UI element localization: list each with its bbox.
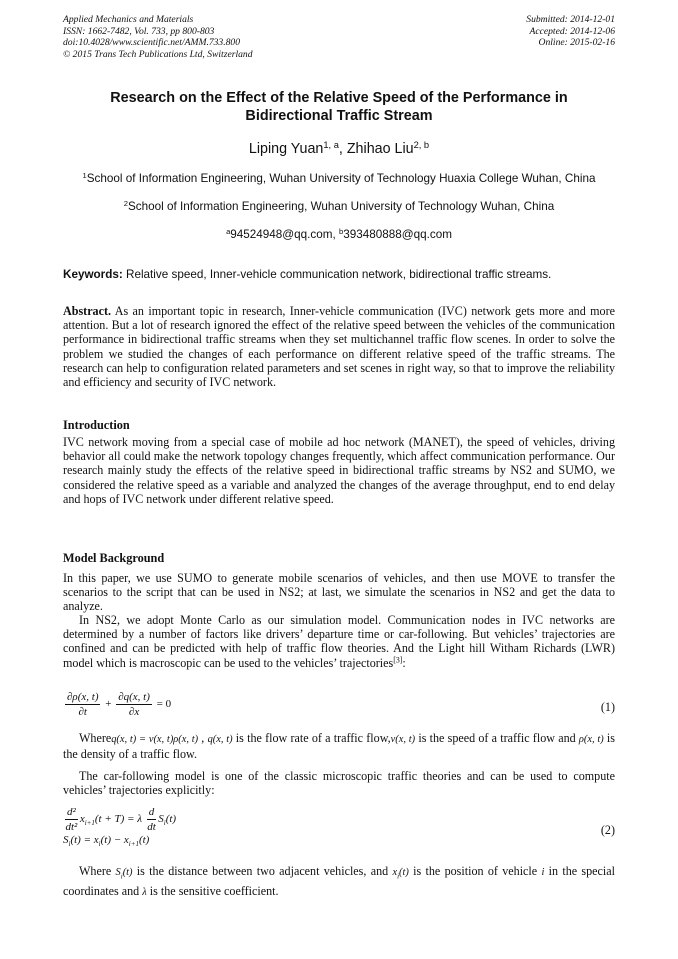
fraction [65,691,100,718]
math-subscript: i [163,819,166,828]
fraction-denominator: dt² [65,821,78,833]
fraction-denominator: ∂x [128,706,140,718]
math-symbol: S [63,834,69,846]
math-text: (t) = x [70,834,99,846]
author-name: Zhihao Liu [346,141,414,157]
copyright-line: © 2015 Trans Tech Publications Ltd, Switzerland [63,48,253,60]
math-text: (t) [165,813,177,826]
abstract [63,304,615,389]
affiliation-2 [40,200,638,213]
author-affiliation-mark: 1, a [323,139,339,150]
journal-info [63,14,253,60]
math-inline: i [541,867,545,878]
doi-line: doi:10.4028/www.scientific.net/AMM.733.800 [63,37,241,49]
email-mark: a [226,226,231,236]
model-paragraph-2 [63,613,615,670]
fraction-numerator: d [148,806,155,818]
online-date: Online: 2015-02-16 [538,37,615,49]
issn-line: ISSN: 1662-7482, Vol. 733, pp 800-803 [63,25,215,37]
author-name: Liping Yuan [248,141,324,157]
plus-sign: + [105,698,112,711]
text-run: Where [79,731,112,745]
math-inline: x [392,867,398,878]
model-paragraph-2-text: In NS2, we adopt Monte Carlo as our simulation model. Communication nodes in IVC networks are determined by a number of factors like drivers’ departure time or car-following. But vehicles’ trajectories are confined and can be predicted with help of traffic flow theories. And the Light hill Witham Richards (LWR) model which is macroscopic can be used to the vehicles’ trajectories [63,613,615,670]
fraction [65,806,78,833]
journal-name: Applied Mechanics and Materials [63,14,194,25]
math-inline: (t) [122,867,133,878]
math-inline: q(x, t) = v(x, t)ρ(x, t) [111,734,199,745]
math-symbol: S [158,813,164,826]
text-run: is the position of vehicle [408,864,542,878]
author-emails [40,228,638,241]
affiliation-mark: 1 [82,170,87,180]
equation-2-explanation [63,864,615,900]
equation-2 [63,806,615,848]
math-inline: q(x, t) [207,734,233,745]
fraction [147,806,157,833]
model-paragraph-3: The car-following model is one of the classic microscopic traffic theories and can be used to compute vehicles’ trajectories explicitly: [63,769,615,798]
model-background-heading: Model Background [63,551,165,565]
citation-ref: [3] [393,655,403,665]
math-subscript: i [98,840,101,849]
math-symbol: x [79,813,85,826]
affiliation-mark: 2 [123,198,129,208]
fraction-numerator: ∂q(x, t) [118,691,150,703]
math-inline: (t) [399,867,409,878]
title-line-2: Bidirectional Traffic Stream [245,108,433,124]
introduction-text: IVC network moving from a special case of mobile ad hoc network (MANET), the speed of vehicles, driving behavior all could make the network topology changes frequently, which affect communication performance. Our research mainly study the effects of the relative speed in bidirectional traffic streams by NS2 and SUMO, we considered the relative speed as a variable and analyzed the changes of the average throughput, end to end delay and hops of IVC network under different relative speed. [63,435,615,506]
equation-rhs: = 0 [156,698,172,711]
author-separator: , [338,141,347,157]
fraction-numerator: d² [67,806,76,818]
math-inline: v(x, t) [390,734,416,745]
author-list [60,141,618,157]
keywords-text: Relative speed, Inner-vehicle communication network, bidirectional traffic streams. [122,268,552,281]
fraction [116,691,152,718]
math-subscript: i [397,872,400,881]
submission-dates [526,14,615,49]
affiliation-1 [40,172,638,185]
math-subscript: i [68,840,71,849]
text-run: is the sensitive coefficient. [146,883,279,898]
equation-2-line-2 [63,834,615,848]
math-text: (t + T) = λ [94,813,142,826]
text-run: is the distance between two adjacent vehicles, and [132,864,393,878]
text-run: in the special coordinates and [63,864,615,898]
email-mark: b [339,226,344,236]
math-text: (t) − x [100,834,129,846]
equation-2-label: (2) [600,823,615,837]
math-inline: λ [142,886,147,898]
abstract-label: Abstract. [63,304,112,318]
math-inline: S [115,867,121,878]
paper-title [60,89,618,125]
fraction-denominator: dt [147,821,156,833]
keywords-label: Keywords: [63,268,123,281]
equation-1-explanation [63,731,615,761]
model-paragraph-1: In this paper, we use SUMO to generate mobile scenarios of vehicles, and then use MOVE to transfer the scenarios to the script that can be used in NS2; at last, we simulate the scenarios in NS2 and get the data to analyze. [63,571,615,614]
text-run: is the density of a traffic flow. [63,731,615,762]
text-run: , [198,731,208,745]
equation-1 [63,691,615,718]
math-subscript: i+1 [84,819,95,828]
math-inline: ρ(x, t) [578,734,604,745]
email-link[interactable]: 94524948@qq.com [230,228,333,241]
equation-1-label: (1) [600,700,615,714]
text-run: is the flow rate of a traffic flow, [232,731,391,745]
abstract-text: As an important topic in research, Inner-vehicle communication (IVC) network gets more and more attention. But a lot of research ignored the effect of the relative speed between the vehicles of the communication performance in bidirectional traffic streams when they set multichannel traffic flow scenes. In order to solve the problem we studied the changes of each performance on different relative speed of the traffic streams. The research can help to configuration related parameters and set scenes in right way, so that to improve the reliability and efficiency and security of IVC network. [63,304,615,390]
fraction-numerator: ∂ρ(x, t) [67,691,99,703]
math-subscript: i [120,872,123,881]
keywords [63,268,615,281]
fraction-denominator: ∂t [78,706,87,718]
title-line-1: Research on the Effect of the Relative Speed of the Performance in [110,90,568,106]
author-affiliation-mark: 2, b [413,139,430,150]
email-link[interactable]: 393480888@qq.com [343,228,452,241]
affiliation-text: School of Information Engineering, Wuhan University of Technology Huaxia College Wuhan, China [86,172,596,185]
affiliation-text: School of Information Engineering, Wuhan University of Technology Wuhan, China [128,200,555,213]
introduction-heading: Introduction [63,418,130,432]
math-subscript: i+1 [128,840,139,849]
math-text: (t) [138,834,150,846]
email-separator: , [332,228,339,241]
accepted-date: Accepted: 2014-12-06 [529,25,615,37]
submitted-date: Submitted: 2014-12-01 [526,14,615,25]
text-run: is the speed of a traffic flow and [415,731,579,745]
text-run: Where [79,864,116,878]
model-paragraph-2-end: : [402,655,406,670]
equation-2-line-1 [63,806,615,833]
